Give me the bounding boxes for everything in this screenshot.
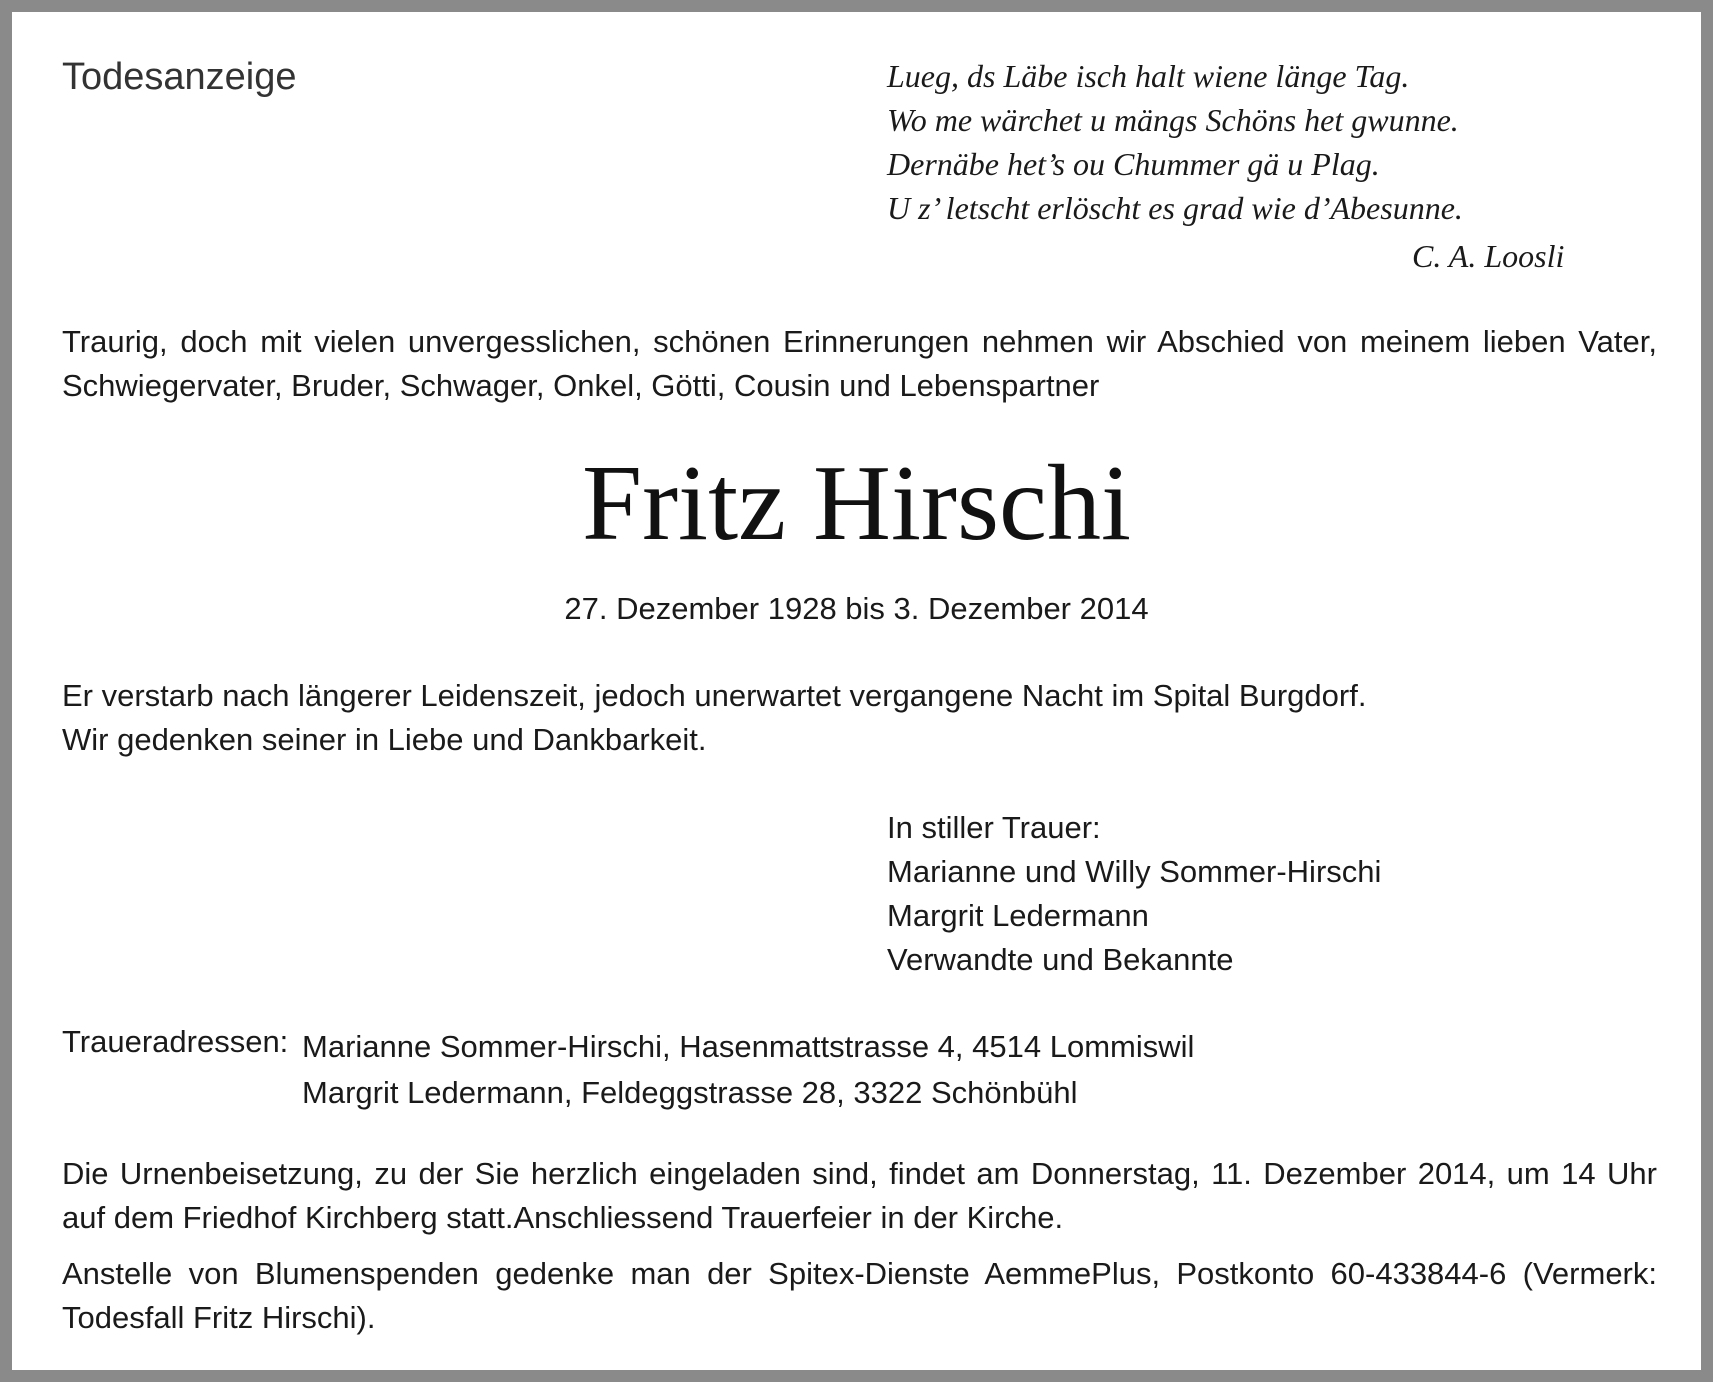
addresses-list <box>302 1024 1194 1116</box>
life-dates: 27. Dezember 1928 bis 3. Dezember 2014 <box>564 591 1149 626</box>
intro-text: Traurig, doch mit vielen unvergesslichen, schönen Erinnerungen nehmen wir Abschied von meinem lieben Vater, Schwiegervater, Bruder, Schwager, Onkel, Götti, Cousin und Lebenspartner <box>62 324 1657 403</box>
mourners-heading: In stiller Trauer: <box>887 810 1101 845</box>
poem-author: C. A. Loosli <box>1412 238 1565 274</box>
addresses-label: Traueradressen: <box>62 1024 289 1059</box>
mourner: Verwandte und Bekannte <box>887 942 1234 977</box>
poem <box>887 54 1463 230</box>
obituary-page <box>12 12 1701 1370</box>
mourner: Marianne und Willy Sommer-Hirschi <box>887 854 1382 889</box>
poem-line: Dernäbe het’s ou Chummer gä u Plag. <box>887 146 1380 182</box>
poem-line: U z’ letscht erlöscht es grad wie d’Abesunne. <box>887 190 1463 226</box>
death-notice-line: Wir gedenken seiner in Liebe und Dankbarkeit. <box>62 722 707 757</box>
notice-label: Todesanzeige <box>62 56 297 98</box>
donation-info: Anstelle von Blumenspenden gedenke man der Spitex-Dienste AemmePlus, Postkonto 60-433844-6 (Vermerk: Todesfall Fritz Hirschi). <box>62 1256 1657 1335</box>
funeral-info: Die Urnenbeisetzung, zu der Sie herzlich eingeladen sind, findet am Donnerstag, 11. Dezember 2014, um 14 Uhr auf dem Friedhof Kirchberg statt.Anschliessend Trauerfeier in der Kirche. <box>62 1156 1657 1235</box>
poem-line: Lueg, ds Läbe isch halt wiene länge Tag. <box>887 58 1410 94</box>
address-line: Marianne Sommer-Hirschi, Hasenmattstrasse 4, 4514 Lommiswil <box>302 1029 1195 1064</box>
mourners-list <box>887 806 1381 982</box>
death-notice <box>62 674 1366 762</box>
address-line: Margrit Ledermann, Feldeggstrasse 28, 3322 Schönbühl <box>302 1075 1078 1110</box>
deceased-name: Fritz Hirschi <box>582 444 1131 563</box>
mourner: Margrit Ledermann <box>887 898 1149 933</box>
death-notice-line: Er verstarb nach längerer Leidenszeit, jedoch unerwartet vergangene Nacht im Spital Burgdorf. <box>62 678 1367 713</box>
poem-line: Wo me wärchet u mängs Schöns het gwunne. <box>887 102 1459 138</box>
